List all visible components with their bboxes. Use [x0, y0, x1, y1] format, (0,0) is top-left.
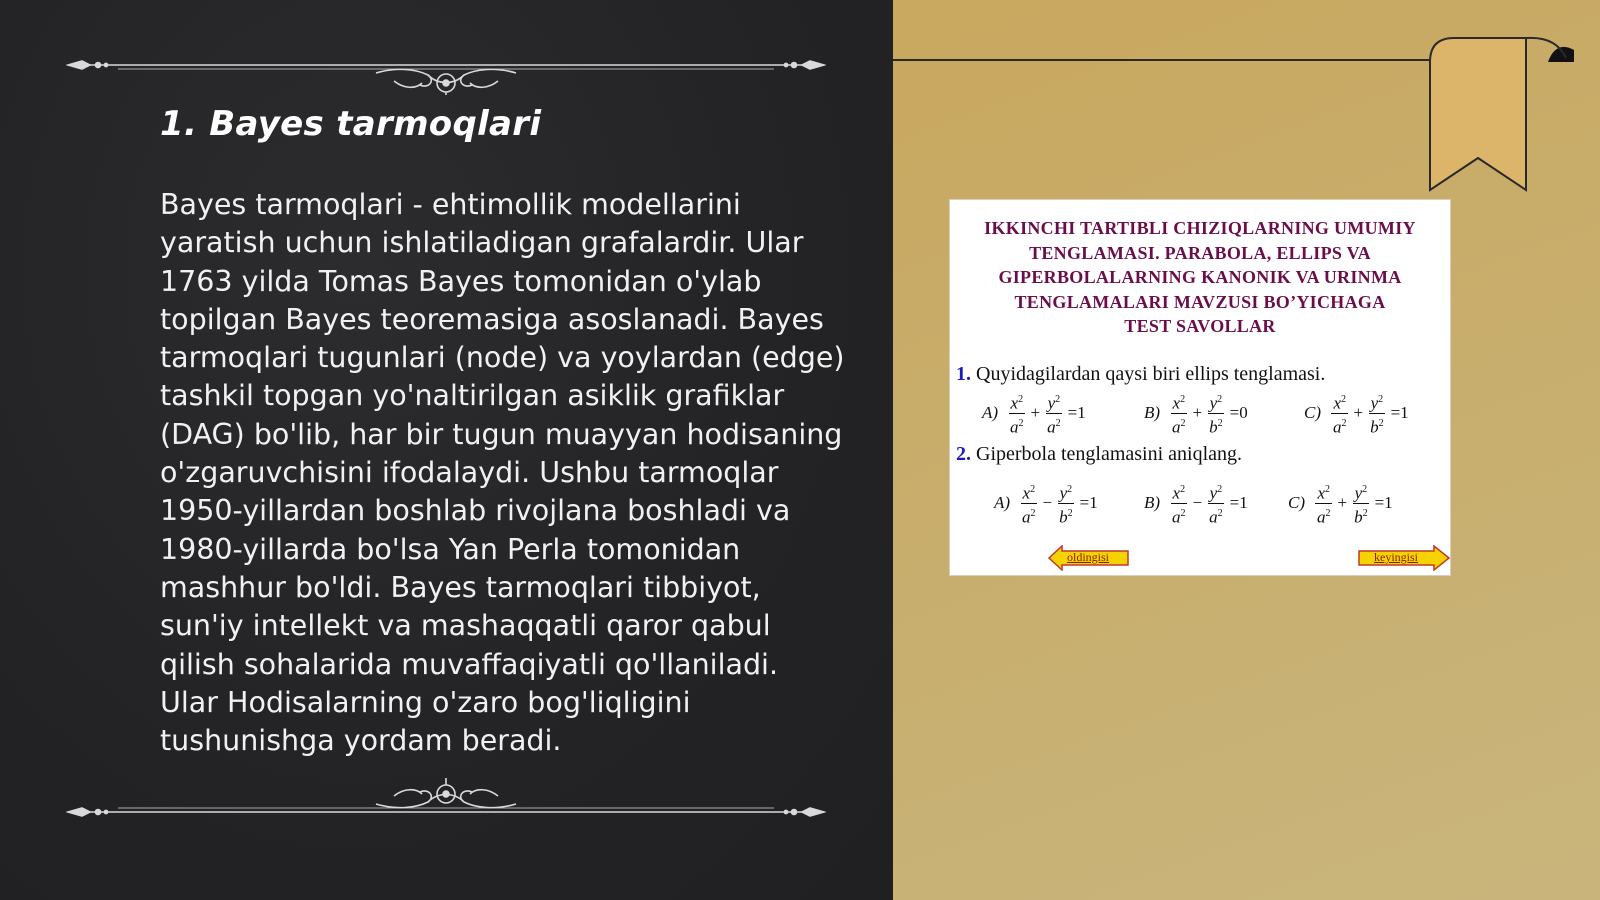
bookmark-ribbon-icon: [1426, 36, 1586, 198]
operator: −: [1042, 493, 1053, 513]
question-1: [956, 363, 1325, 386]
numerator: x: [1172, 393, 1181, 413]
doc-heading-line: TENGLAMALARI MAVZUSI BO’YICHAGA: [1014, 291, 1386, 312]
denominator: b: [1370, 417, 1379, 437]
doc-heading: [950, 216, 1450, 339]
doc-heading-line: GIPERBOLALARNING KANONIK VA URINMA: [998, 267, 1402, 287]
denominator: a: [1022, 507, 1031, 527]
option-b: B) $\frac{x^2}{a^2}$ + $\frac{y^2}{b^2}$ =0: [1144, 390, 1251, 436]
slide-title: 1. Bayes tarmoqlari: [160, 104, 542, 144]
option-label: B): [1144, 403, 1161, 423]
denominator: a: [1047, 417, 1056, 437]
numerator: y: [1047, 393, 1056, 413]
denominator: b: [1354, 507, 1363, 527]
horizontal-rule: [893, 59, 1438, 61]
option-a: A) $\frac{x^2}{a^2}$ + $\frac{y^2}{a^2}$ =1: [982, 390, 1089, 436]
question-2-options: [950, 480, 1450, 530]
operator: −: [1192, 493, 1203, 513]
right-panel: [893, 0, 1600, 900]
numerator: x: [1022, 483, 1031, 503]
bottom-ornament-divider-icon: [66, 778, 826, 828]
option-label: A): [994, 493, 1011, 513]
question-text: Giperbola tenglamasini aniqlang.: [976, 443, 1243, 465]
option-b: B) $\frac{x^2}{a^2}$ − $\frac{y^2}{a^2}$ =1: [1144, 480, 1251, 526]
numerator: y: [1370, 393, 1379, 413]
doc-heading-line: IKKINCHI TARTIBLI CHIZIQLARNING UMUMIY: [984, 218, 1416, 238]
denominator: a: [1172, 417, 1181, 437]
denominator: a: [1317, 507, 1326, 527]
option-c: C) $\frac{x^2}{a^2}$ + $\frac{y^2}{b^2}$ =1: [1304, 390, 1412, 436]
doc-heading-line: TEST SAVOLLAR: [1124, 316, 1276, 336]
question-1-options: [950, 390, 1450, 440]
next-button-label: keyingisi: [1374, 550, 1418, 564]
operator: +: [1353, 403, 1364, 423]
test-questions-image: [950, 200, 1450, 575]
denominator: a: [1010, 417, 1019, 437]
denominator: b: [1059, 507, 1068, 527]
option-label: C): [1288, 493, 1305, 513]
option-label: A): [982, 403, 999, 423]
equation-rhs: =1: [1067, 403, 1086, 423]
equation-rhs: =1: [1229, 493, 1248, 513]
question-number: 2.: [956, 443, 971, 465]
question-text: Quyidagilardan qaysi biri ellips tenglamasi.: [976, 363, 1326, 385]
numerator: y: [1209, 483, 1218, 503]
next-button[interactable]: [1358, 545, 1450, 571]
denominator: a: [1333, 417, 1342, 437]
option-a: A) $\frac{x^2}{a^2}$ − $\frac{y^2}{b^2}$ =1: [994, 480, 1101, 526]
operator: +: [1030, 403, 1041, 423]
numerator: y: [1354, 483, 1363, 503]
operator: +: [1192, 403, 1203, 423]
denominator: b: [1209, 417, 1218, 437]
slide-body-text: Bayes tarmoqlari - ehtimollik modellarini yaratish uchun ishlatiladigan grafalardir. Ular 1763 yilda Tomas Bayes tomonidan o'ylab topilgan Bayes teoremasiga asoslanadi. Bayes tarmoqlari tugunlari (node) va yoylardan (edge) tashkil topgan yo'naltirilgan asiklik grafiklar (DAG) bo'lib, har bir tugun muayyan hodisaning o'zgaruvchisini ifodalaydi. Ushbu tarmoqlar 1950-yillardan boshlab rivojlana boshladi va 1980-yillarda bo'lsa Yan Perla tomonidan mashhur bo'ldi. Bayes tarmoqlari tibbiyot, sun'iy intellekt va mashaqqatli qaror qabul qilish sohalarida muvaffaqiyatli qo'llaniladi. Ular Hodisalarning o'zaro bog'liqligini tushunishga yordam beradi.: [160, 188, 845, 758]
equation-rhs: =1: [1390, 403, 1409, 423]
option-label: C): [1304, 403, 1321, 423]
question-2: [956, 443, 1242, 466]
denominator: a: [1209, 507, 1218, 527]
previous-button[interactable]: [1048, 545, 1130, 571]
option-label: B): [1144, 493, 1161, 513]
equation-rhs: =1: [1374, 493, 1393, 513]
numerator: x: [1172, 483, 1181, 503]
denominator: a: [1172, 507, 1181, 527]
doc-heading-line: TENGLAMASI. PARABOLA, ELLIPS VA: [1029, 242, 1371, 263]
equation-rhs: =0: [1229, 403, 1248, 423]
option-c: C) $\frac{x^2}{a^2}$ + $\frac{y^2}{b^2}$ =1: [1288, 480, 1396, 526]
previous-button-label: oldingisi: [1067, 550, 1110, 564]
numerator: x: [1010, 393, 1019, 413]
equation-rhs: =1: [1079, 493, 1098, 513]
numerator: y: [1209, 393, 1218, 413]
operator: +: [1337, 493, 1348, 513]
top-ornament-divider-icon: [66, 45, 826, 95]
numerator: x: [1317, 483, 1326, 503]
numerator: x: [1333, 393, 1342, 413]
question-number: 1.: [956, 363, 971, 385]
numerator: y: [1059, 483, 1068, 503]
